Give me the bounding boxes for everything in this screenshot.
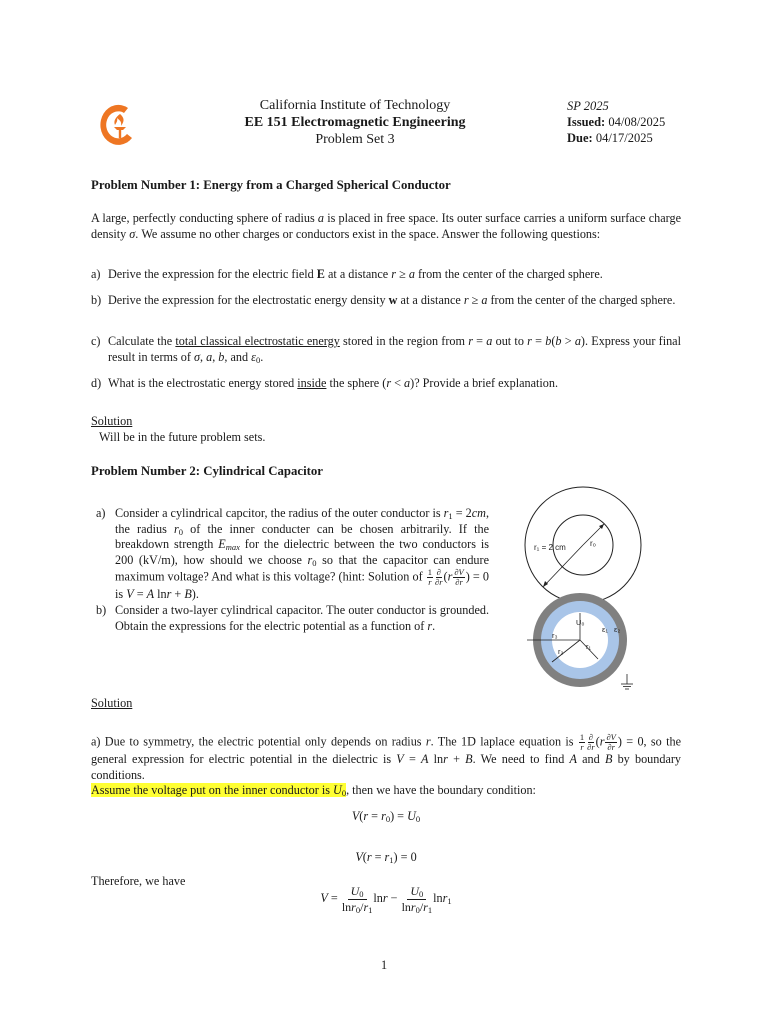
- caltech-logo: [98, 100, 140, 150]
- r1-arrowhead: [543, 581, 548, 587]
- term: SP 2025: [567, 99, 609, 113]
- e1-label: ε₁: [602, 625, 608, 634]
- equation-bc-inner: $V(r = r_0) = U_0$: [351, 809, 421, 824]
- problem-1-part-b: b) Derive the expression for the electrostatic energy density w at a distance r ≥ a from the center of the charged sphere.: [91, 293, 676, 307]
- logo-c-ring: [100, 105, 132, 145]
- therefore-text: Therefore, we have: [91, 874, 186, 888]
- problem-2-solution-body: a) Due to symmetry, the electric potential only depends on radius r. The 1D laplace equation is $\frac{1}{r}$ $\frac{\partial}{\partial r}$ (r $\frac{\partial V}{\partial r}$ ) = 0, so the general expression for electric potential in the dielectric is V = A lnr + B. We need to find A and B by boundary conditions. Assume the voltage put on the inner conductor is $U_0$, then we have the boundary condition:: [91, 732, 681, 799]
- issued-date: 04/08/2025: [608, 115, 666, 129]
- r0-label: r₀: [590, 539, 596, 548]
- page-number: 1: [380, 958, 388, 972]
- figure-two-layer-capacitor: [522, 592, 647, 694]
- issued-label: Issued:: [567, 115, 606, 129]
- problem-1-part-a: a) Derive the expression for the electric field E at a distance r ≥ a from the center of the charged sphere.: [91, 267, 603, 281]
- problem-2-part-b: b) Consider a two-layer cylindrical capacitor. The outer conductor is grounded. Obtain the expressions for the electric potential as a function of r.: [96, 603, 489, 633]
- problem-1-title: Problem Number 1: Energy from a Charged Spherical Conductor: [91, 178, 451, 192]
- problem-2-solution-label: Solution: [91, 696, 133, 710]
- logo-torch: [114, 127, 126, 138]
- institution-name: California Institute of Technology: [259, 98, 451, 113]
- header-title-block: [200, 97, 510, 148]
- problem-1-part-c: c) Calculate the total classical electrostatic energy stored in the region from r = a out to r = b(b > a). Express your final result in terms of σ, a, b, and $\varepsilon_0$.: [91, 334, 681, 365]
- problem-1-intro: A large, perfectly conducting sphere of radius a is placed in free space. Its outer surface carries a uniform surface charge density σ. We assume no other charges or conductors exist in the space. Answer the following questions:: [91, 211, 682, 241]
- equation-potential: V = $\frac{U_0}{\ln r_0/r_1}$ lnr − $\frac{U_0}{\ln r_0/r_1}$ lnr$_1$: [320, 884, 452, 915]
- problem-set-title: Problem Set 3: [315, 132, 395, 147]
- problem-1-part-d: d) What is the electrostatic energy stored inside the sphere (r < a)? Provide a brief explanation.: [91, 376, 559, 390]
- problem-2-part-a: a) Consider a cylindrical capcitor, the radius of the outer conductor is $r_1 = 2cm$, the radius $r_0$ of the inner conducter can be chosen arbitrarily. If the breakdown strength $E_{max}$ for the dielectric between the two conductors is 200 (kV/m), how should we choose $r_0$ so that the capacitor can endure maximum voltage? And what is this voltage? (hint: Solution of $\frac{1}{r}$ $\frac{\partial}{\partial r}$ (r $\frac{\partial V}{\partial r}$ ) = 0 is V = A lnr + B).: [96, 506, 489, 602]
- header-dates: [567, 98, 665, 146]
- logo-flame: [114, 114, 123, 126]
- figure-cylinder-cross-section: [522, 484, 644, 606]
- due-label: Due:: [567, 131, 593, 145]
- equation-bc-outer: $V(r = r_1) = 0$: [355, 850, 417, 865]
- course-title: EE 151 Electromagnetic Engineering: [244, 115, 466, 130]
- problem-1-solution-text: Will be in the future problem sets.: [99, 430, 266, 444]
- due-date: 04/17/2025: [595, 131, 653, 145]
- u0-label: U₀: [576, 618, 585, 627]
- r2-label: r₂: [558, 647, 564, 656]
- r3-label: r₃: [552, 631, 558, 640]
- r1-label: r₁: [586, 642, 592, 651]
- problem-2-title: Problem Number 2: Cylindrical Capacitor: [91, 464, 323, 478]
- r1-label: r₁ = 2 cm: [534, 543, 566, 552]
- e2-label: ε₂: [614, 625, 621, 634]
- problem-1-solution-label: Solution: [91, 414, 133, 428]
